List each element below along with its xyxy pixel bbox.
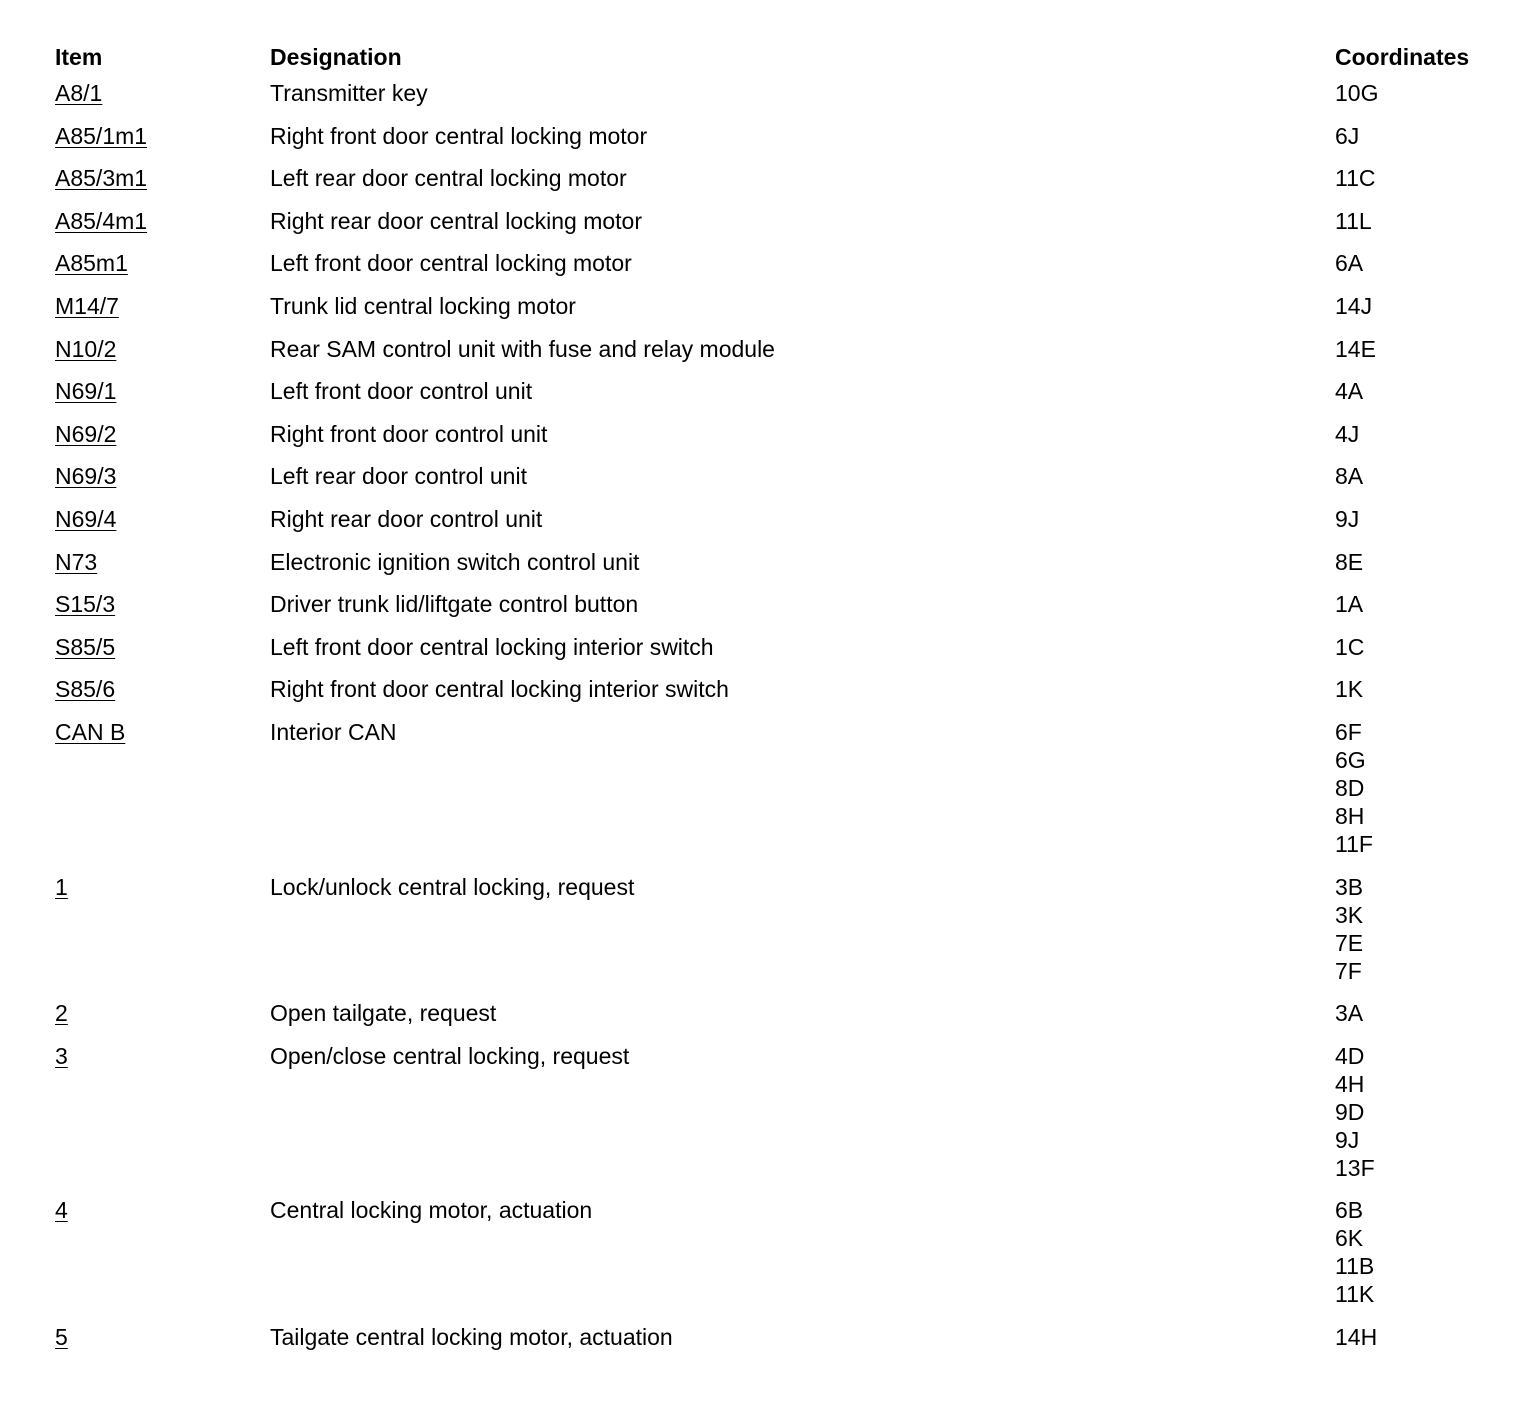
designation-cell: Right front door central locking motor: [270, 122, 648, 149]
coordinate-value: 1A: [1335, 591, 1364, 618]
item-link[interactable]: M14/7: [55, 292, 119, 319]
designation-cell: Driver trunk lid/liftgate control button: [270, 591, 639, 618]
coordinate-value: 9J: [1335, 1126, 1360, 1153]
item-cell: [55, 1196, 270, 1224]
item-cell: [55, 249, 270, 277]
designation-cell: Electronic ignition switch control unit: [270, 548, 640, 575]
item-cell: [55, 675, 270, 703]
coordinate-value: 6A: [1335, 250, 1364, 277]
coordinates-cell: [1335, 377, 1515, 405]
coordinate-value: 14H: [1335, 1323, 1378, 1350]
designation-cell: Central locking motor, actuation: [270, 1197, 593, 1224]
coordinates-cell: [1335, 718, 1515, 858]
item-cell: [55, 505, 270, 533]
coordinates-cell: [1335, 873, 1515, 985]
table-row: [55, 79, 1515, 122]
item-cell: [55, 377, 270, 405]
coordinates-cell: [1335, 675, 1515, 703]
coordinates-cell: [1335, 249, 1515, 277]
item-cell: [55, 335, 270, 363]
item-cell: [55, 1323, 270, 1351]
coordinates-cell: [1335, 1196, 1515, 1308]
coordinates-cell: [1335, 79, 1515, 107]
coordinate-value: 3K: [1335, 901, 1364, 928]
coordinates-cell: [1335, 292, 1515, 320]
coordinate-value: 1C: [1335, 633, 1365, 660]
coordinates-cell: [1335, 122, 1515, 150]
item-cell: [55, 718, 270, 746]
coordinate-value: 3B: [1335, 873, 1364, 900]
coordinate-value: 6G: [1335, 746, 1366, 773]
item-link[interactable]: A8/1: [55, 80, 103, 106]
table-row: [55, 675, 1515, 718]
component-legend-table: [55, 40, 1515, 1365]
coordinate-value: 6J: [1335, 122, 1360, 149]
header-coordinates: Coordinates: [1335, 44, 1470, 70]
table-row: [55, 292, 1515, 335]
item-cell: [55, 462, 270, 490]
coordinate-value: 10G: [1335, 80, 1379, 106]
coordinates-cell: [1335, 164, 1515, 192]
coordinate-value: 4H: [1335, 1070, 1365, 1097]
coordinates-cell: [1335, 548, 1515, 576]
item-cell: [55, 590, 270, 618]
designation-cell: Open tailgate, request: [270, 1000, 497, 1027]
coordinate-value: 3A: [1335, 1000, 1364, 1027]
coordinates-cell: [1335, 1323, 1515, 1351]
item-link[interactable]: N10/2: [55, 335, 117, 362]
table-row: [55, 377, 1515, 420]
coordinate-value: 7F: [1335, 957, 1362, 984]
table-row: [55, 633, 1515, 676]
coordinates-cell: [1335, 633, 1515, 661]
coordinate-value: 9D: [1335, 1098, 1365, 1125]
table-row: [55, 164, 1515, 207]
designation-cell: Lock/unlock central locking, request: [270, 873, 635, 900]
table-row: [55, 999, 1515, 1042]
coordinates-cell: [1335, 505, 1515, 533]
item-cell: [55, 548, 270, 576]
table-row: [55, 122, 1515, 165]
coordinate-value: 6B: [1335, 1197, 1364, 1224]
item-link[interactable]: N69/2: [55, 420, 117, 447]
table-row: [55, 207, 1515, 250]
coordinate-value: 9J: [1335, 505, 1360, 532]
coordinate-value: 13F: [1335, 1154, 1375, 1181]
table-row: [55, 249, 1515, 292]
designation-cell: Right rear door control unit: [270, 505, 543, 532]
item-link[interactable]: 2: [55, 1000, 68, 1027]
table-row: [55, 548, 1515, 591]
item-cell: [55, 292, 270, 320]
coordinate-value: 4A: [1335, 378, 1364, 405]
coordinate-value: 4D: [1335, 1042, 1365, 1069]
coordinate-value: 11C: [1335, 165, 1376, 192]
table-row: [55, 590, 1515, 633]
coordinates-cell: [1335, 207, 1515, 235]
header-designation: Designation: [270, 44, 402, 70]
coordinate-value: 11F: [1335, 830, 1373, 857]
coordinate-value: 11L: [1335, 207, 1372, 234]
designation-cell: Open/close central locking, request: [270, 1042, 630, 1069]
item-link[interactable]: N73: [55, 548, 98, 575]
coordinate-value: 6F: [1335, 718, 1362, 745]
item-cell: [55, 122, 270, 150]
coordinates-cell: [1335, 462, 1515, 490]
table-row: [55, 1042, 1515, 1197]
table-row: [55, 718, 1515, 873]
item-link[interactable]: A85m1: [55, 250, 128, 277]
item-link[interactable]: S85/6: [55, 676, 116, 703]
item-link[interactable]: S15/3: [55, 591, 116, 618]
coordinates-cell: [1335, 1042, 1515, 1182]
item-cell: [55, 633, 270, 661]
coordinate-value: 4J: [1335, 420, 1360, 447]
item-cell: [55, 79, 270, 107]
item-link[interactable]: 3: [55, 1042, 68, 1069]
table-row: [55, 420, 1515, 463]
coordinate-value: 14J: [1335, 292, 1373, 319]
coordinates-cell: [1335, 590, 1515, 618]
item-cell: [55, 164, 270, 192]
coordinate-value: 11B: [1335, 1253, 1375, 1280]
designation-cell: Left rear door central locking motor: [270, 165, 627, 192]
table-row: [55, 335, 1515, 378]
coordinate-value: 7E: [1335, 929, 1364, 956]
coordinate-value: 1K: [1335, 676, 1364, 703]
designation-cell: Tailgate central locking motor, actuation: [270, 1323, 673, 1350]
item-cell: [55, 1042, 270, 1070]
designation-cell: Left front door central locking motor: [270, 250, 632, 277]
designation-cell: Transmitter key: [270, 80, 428, 106]
item-cell: [55, 873, 270, 901]
table-row: [55, 1196, 1515, 1323]
coordinates-cell: [1335, 999, 1515, 1027]
item-cell: [55, 420, 270, 448]
coordinate-value: 8A: [1335, 463, 1364, 490]
designation-cell: Left front door central locking interior switch: [270, 633, 714, 660]
item-cell: [55, 207, 270, 235]
table-body: [55, 79, 1515, 1365]
item-link[interactable]: N69/1: [55, 378, 117, 405]
header-item: Item: [55, 44, 103, 70]
coordinate-value: 8E: [1335, 548, 1364, 575]
table-row: [55, 462, 1515, 505]
designation-cell: Trunk lid central locking motor: [270, 292, 576, 319]
table-row: [55, 505, 1515, 548]
item-link[interactable]: N69/4: [55, 505, 117, 532]
coordinates-cell: [1335, 420, 1515, 448]
coordinate-value: 11K: [1335, 1281, 1375, 1308]
coordinate-value: 6K: [1335, 1225, 1364, 1252]
coordinate-value: 8H: [1335, 802, 1365, 829]
table-header: [55, 40, 1515, 79]
item-link[interactable]: 5: [55, 1323, 68, 1350]
item-link[interactable]: S85/5: [55, 633, 116, 660]
item-link[interactable]: 1: [55, 873, 68, 900]
coordinates-cell: [1335, 335, 1515, 363]
item-cell: [55, 999, 270, 1027]
designation-cell: Right rear door central locking motor: [270, 207, 642, 234]
designation-cell: Left rear door control unit: [270, 463, 527, 490]
item-link[interactable]: A85/4m1: [55, 207, 148, 234]
item-link[interactable]: A85/3m1: [55, 165, 148, 192]
table-row: [55, 1323, 1515, 1366]
table-row: [55, 873, 1515, 1000]
coordinate-value: 14E: [1335, 335, 1376, 362]
designation-cell: Rear SAM control unit with fuse and relay module: [270, 335, 775, 362]
item-link[interactable]: N69/3: [55, 463, 117, 490]
designation-cell: Right front door central locking interior switch: [270, 676, 729, 703]
coordinate-value: 8D: [1335, 774, 1365, 801]
designation-cell: Interior CAN: [270, 718, 397, 745]
designation-cell: Right front door control unit: [270, 420, 548, 447]
item-link[interactable]: A85/1m1: [55, 122, 148, 149]
item-link[interactable]: CAN B: [55, 718, 126, 745]
designation-cell: Left front door control unit: [270, 378, 533, 405]
item-link[interactable]: 4: [55, 1197, 68, 1224]
